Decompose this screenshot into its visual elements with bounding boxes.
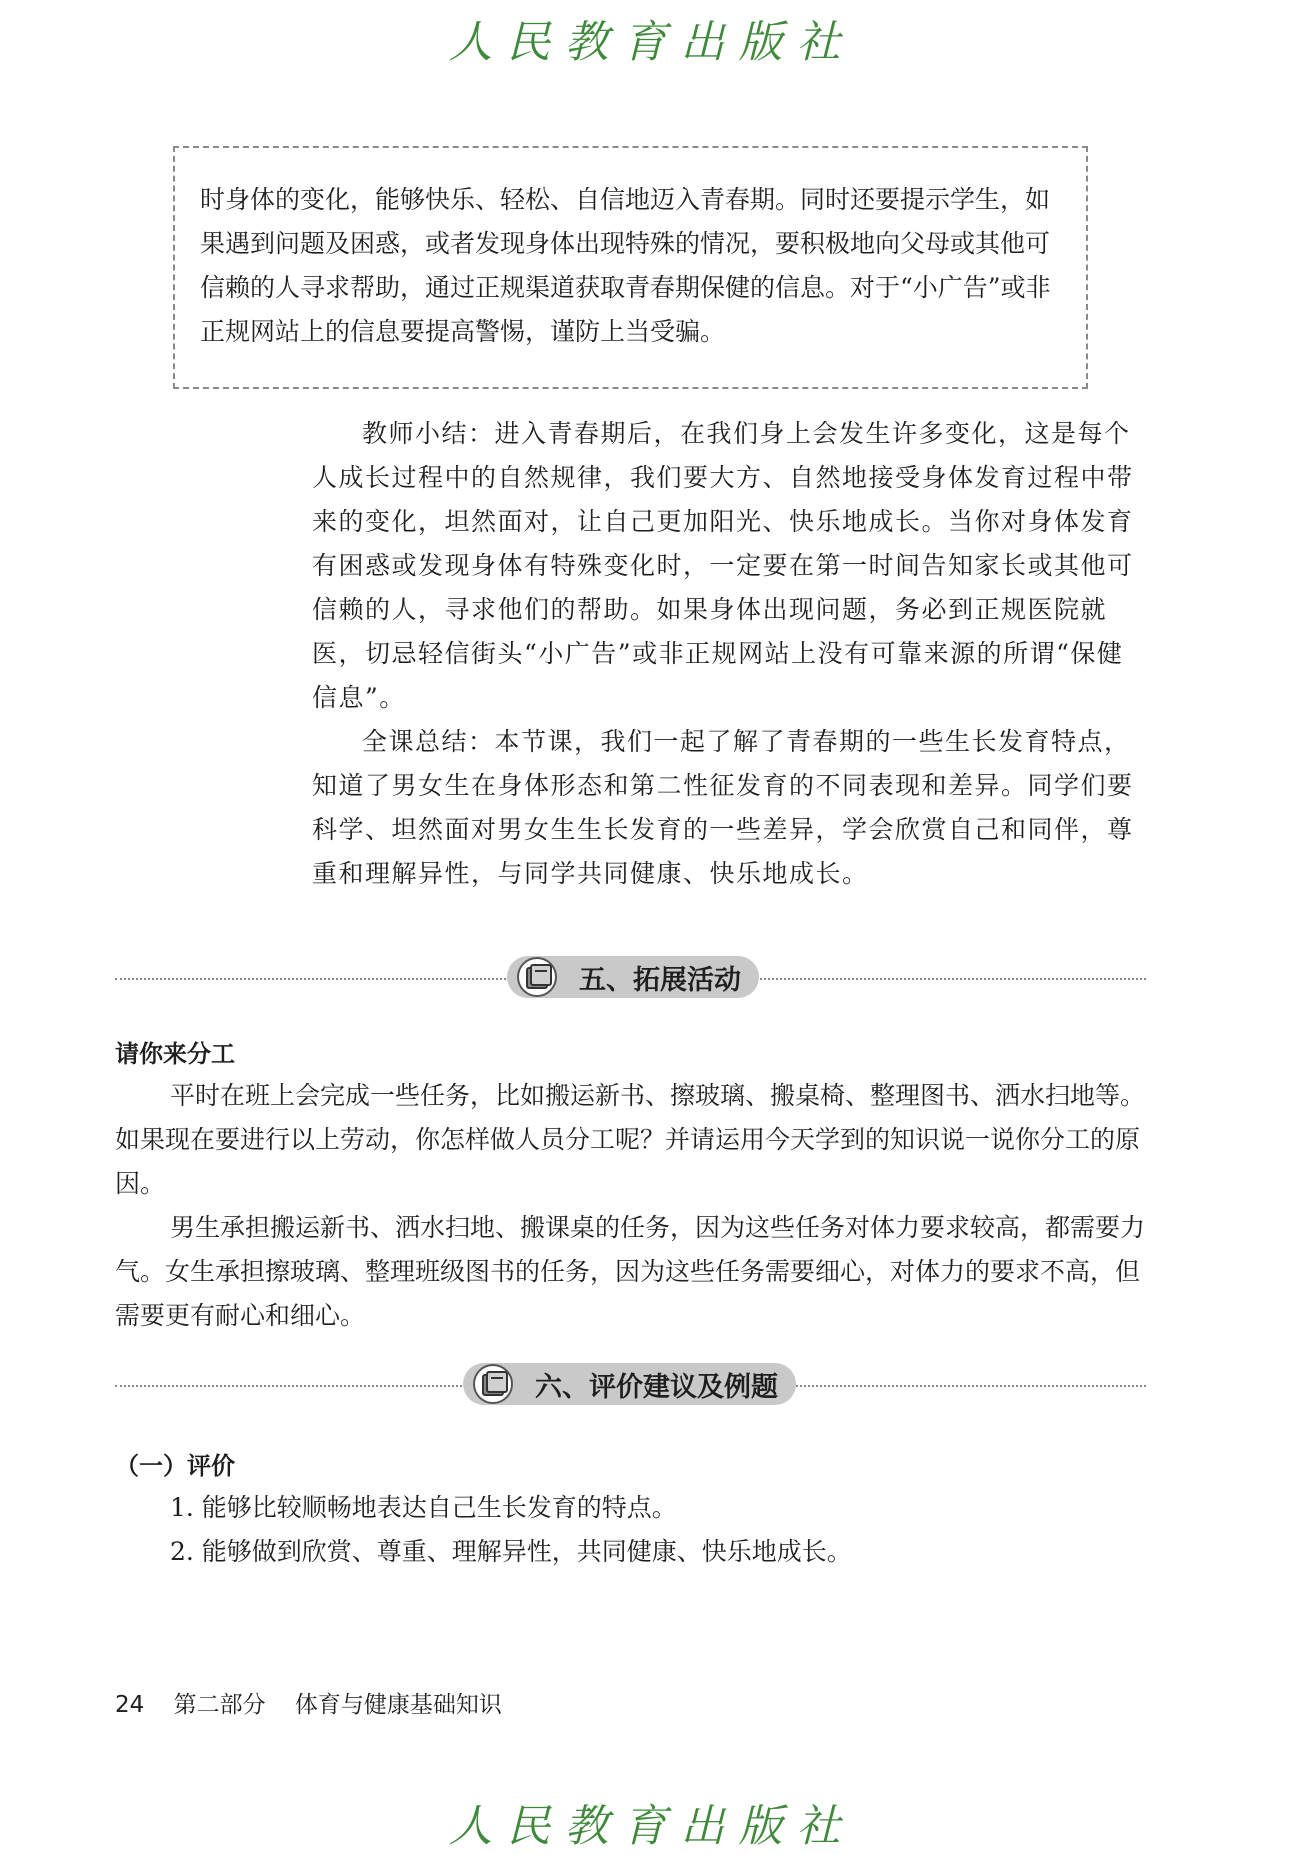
section-5-paragraph-2: 男生承担搬运新书、洒水扫地、搬课桌的任务，因为这些任务对体力要求较高，都需要力气。女生承担擦玻璃、整理班级图书的任务，因为这些任务需要细心，对体力的要求不高，但需要更有耐心和细心。 bbox=[115, 1213, 1146, 1330]
publisher-logo-bottom: 人民教育出版社 bbox=[448, 1801, 855, 1852]
part-label: 第二部分 bbox=[173, 1692, 266, 1718]
teacher-summary-block bbox=[312, 412, 1146, 896]
section-5-subtitle: 请你来分工 bbox=[115, 1040, 235, 1068]
section-5-pill bbox=[507, 956, 759, 998]
section-6-heading bbox=[115, 1362, 1146, 1408]
evaluation-item: 2. 能够做到欣赏、尊重、理解异性，共同健康、快乐地成长。 bbox=[170, 1537, 852, 1566]
section-6-pill bbox=[463, 1363, 796, 1405]
page-number: 24 bbox=[115, 1692, 145, 1718]
part-title: 体育与健康基础知识 bbox=[294, 1692, 502, 1718]
evaluation-item: 1. 能够比较顺畅地表达自己生长发育的特点。 bbox=[170, 1493, 677, 1522]
section-5-heading bbox=[115, 955, 1146, 1001]
publisher-logo-top: 人民教育出版社 bbox=[448, 17, 855, 68]
section-5-body bbox=[115, 1034, 1146, 1338]
section-6-title: 六、评价建议及例题 bbox=[535, 1371, 778, 1403]
book-icon bbox=[515, 957, 569, 997]
note-text: 时身体的变化，能够快乐、轻松、自信地迈入青春期。同时还要提示学生，如果遇到问题及困惑，或者发现身体出现特殊的情况，要积极地向父母或其他可信赖的人寻求帮助，通过正规渠道获取青春期保健的信息。对于“小广告”或非正规网站上的信息要提高警惕，谨防上当受骗。 bbox=[200, 185, 1051, 346]
section-6-body bbox=[115, 1446, 1146, 1574]
course-summary: 全课总结：本节课，我们一起了解了青春期的一些生长发育特点，知道了男女生在身体形态和第二性征发育的不同表现和差异。同学们要科学、坦然面对男女生生长发育的一些差异，学会欣赏自己和同伴，尊重和理解异性，与同学共同健康、快乐地成长。 bbox=[312, 727, 1134, 888]
section-5-paragraph-1: 平时在班上会完成一些任务，比如搬运新书、擦玻璃、搬桌椅、整理图书、洒水扫地等。如果现在要进行以上劳动，你怎样做人员分工呢？并请运用今天学到的知识说一说你分工的原因。 bbox=[115, 1081, 1146, 1198]
teacher-summary: 教师小结：进入青春期后，在我们身上会发生许多变化，这是每个人成长过程中的自然规律，我们要大方、自然地接受身体发育过程中带来的变化，坦然面对，让自己更加阳光、快乐地成长。当你对身体发育有困惑或发现身体有特殊变化时，一定要在第一时间告知家长或其他可信赖的人，寻求他们的帮助。如果身体出现问题，务必到正规医院就医，切忌轻信街头“小广告”或非正规网站上没有可靠来源的所谓“保健信息”。 bbox=[312, 419, 1134, 712]
section-6-subtitle: （一）评价 bbox=[115, 1452, 235, 1480]
section-5-title: 五、拓展活动 bbox=[579, 964, 741, 996]
page-footer bbox=[115, 1686, 502, 1719]
book-icon bbox=[471, 1364, 525, 1404]
